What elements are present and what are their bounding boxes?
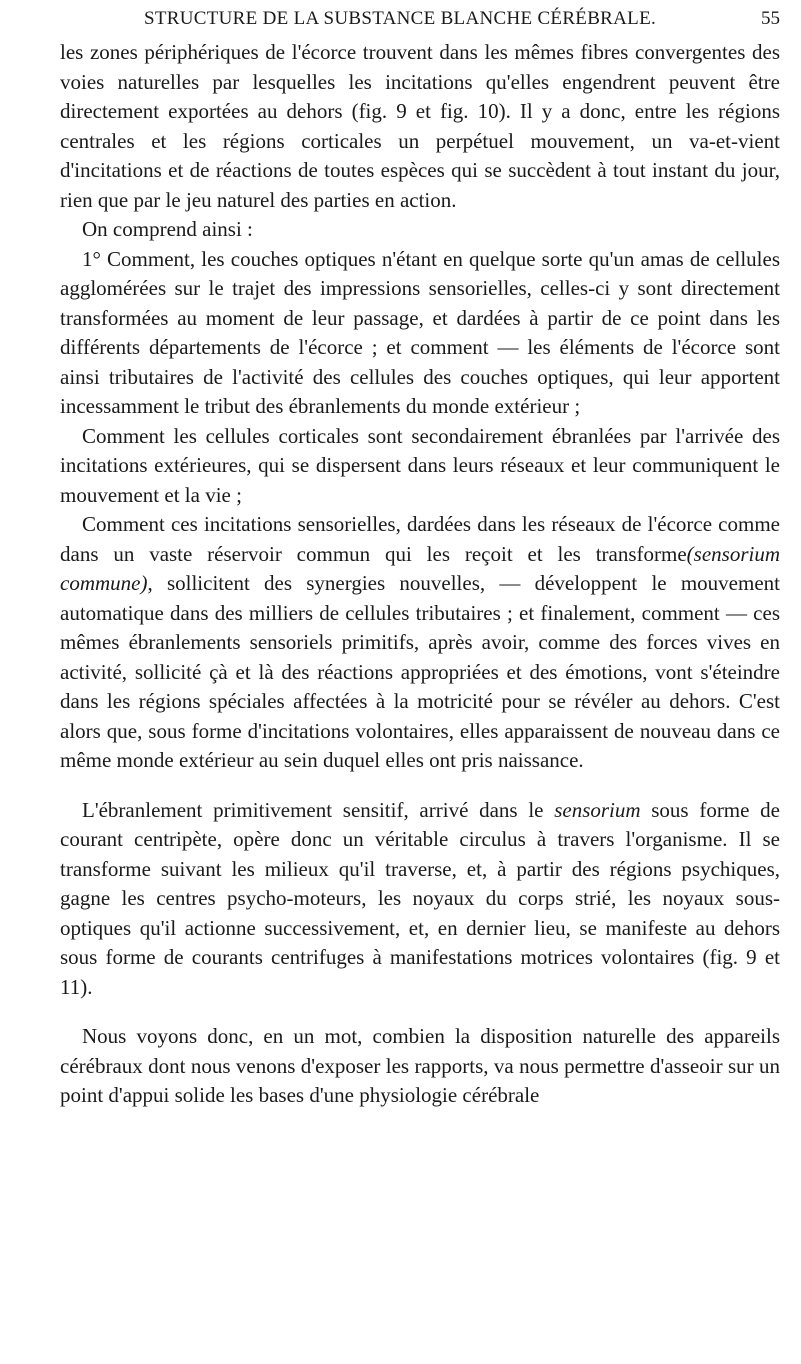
page-number: 55: [761, 8, 780, 29]
paragraph-intro: On comprend ainsi :: [82, 217, 253, 241]
running-head: [60, 8, 780, 38]
italic-term-sensorium-commune: (sensorium commune): [60, 541, 780, 595]
paragraph-first-point: 1° Comment, les couches optiques n'étant en quelque sorte qu'un amas de cellules agglomérées sur le trajet des impressions sensorielles, celles-ci y sont directement transformées au moment de leur passage, et dardées à partir de ce point dans les différents départements de l'écorce ; et comment — les éléments de l'écorce sont ainsi tributaires de l'activité des cellules des couches optiques, qui leur apportent incessamment le tribut des ébranlements du monde extérieur ;: [60, 246, 780, 418]
italic-term-sensorium: sensorium: [554, 797, 641, 822]
paragraph-continuation: les zones périphériques de l'écorce trouvent dans les mêmes fibres convergentes des voies naturelles par lesquelles les incitations qu'elles engendrent peuvent être directement exportées au dehors (fig. 9 et fig. 10). Il y a donc, entre les régions centrales et les régions corticales un perpétuel mouvement, un va-et-vient d'incitations et de réactions de toutes espèces qui se succèdent à tout instant du jour, rien que par le jeu naturel des parties en action.: [60, 40, 780, 212]
running-title: STRUCTURE DE LA SUBSTANCE BLANCHE CÉRÉBRALE.: [144, 8, 657, 29]
paragraph-text-after: , sollicitent des synergies nouvelles, — développent le mouvement automatique dans des milliers de cellules tributaires ; et finalement, comment — ces mêmes ébranlements sensoriels primitifs, après avoir, comme des forces vives en activité, sollicité çà et là des réactions appropriées et des émotions, vont s'éteindre dans les régions spéciales affectées à la motricité pour se révéler au dehors. C'est alors que, sous forme d'incitations volontaires, elles apparaissent de nouveau dans ce même monde extérieur au sein duquel elles ont pris naissance.: [60, 571, 780, 772]
paragraph-text-before: Comment ces incitations sensorielles, dardées dans les réseaux de l'écorce comme dans un vaste réservoir commun qui les reçoit et les transforme: [60, 512, 780, 566]
paragraph-text-after: sous forme de courant centripète, opère donc un véritable circulus à travers l'organisme. Il se transforme suivant les milieux qu'il traverse, et, à partir des régions psychiques, gagne les centres psycho-moteurs, les noyaux du corps strié, les noyaux sous-optiques qu'il actionne successivement, et, en dernier lieu, se manifeste au dehors sous forme de courants centrifuges à manifestations motrices volontaires (fig. 9 et 11).: [60, 797, 781, 999]
paragraph-cortical-cells: Comment les cellules corticales sont secondairement ébranlées par l'arrivée des incitations extérieures, qui se dispersent dans leurs réseaux et leur communiquent le mouvement et la vie ;: [60, 423, 780, 507]
paragraph-circulus: [60, 796, 780, 1003]
paragraph-sensory-incitations: [60, 510, 780, 776]
paragraph-conclusion: Nous voyons donc, en un mot, combien la disposition naturelle des appareils cérébraux dont nous venons d'exposer les rapports, va nous permettre d'asseoir sur un point d'appui solide les bases d'une physiologie cérébrale: [60, 1024, 780, 1107]
body-text: [60, 38, 780, 1111]
paragraph-text-before: L'ébranlement primitivement sensitif, arrivé dans le: [82, 797, 555, 822]
